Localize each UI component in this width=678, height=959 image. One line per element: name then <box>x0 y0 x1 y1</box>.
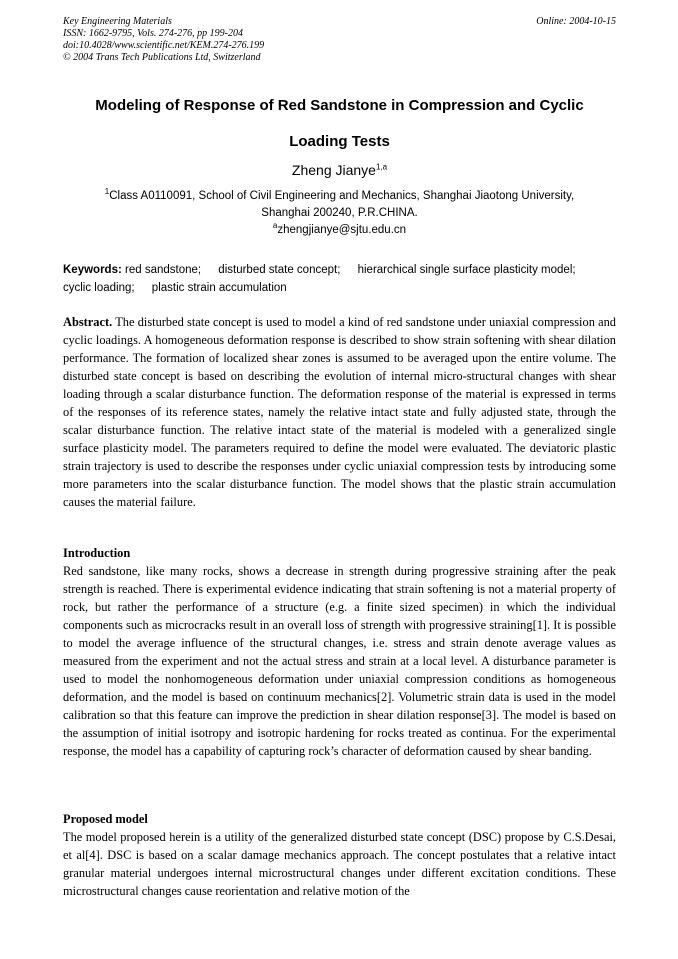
introduction-text: Red sandstone, like many rocks, shows a decrease in strength during progressive straining after the peak strength is reached. There is experimental evidence indicating that strain softening is not a material property of rock, but rather the performance of a structure (e.g. a finite sized specimen) in which the individual components such as microcracks result in an overall loss of strength with progressive straining[1]. It is possible to model the average influence of the structural changes, i.e. stress and strain denote average values as measured from the experiment and not the actual stress and strain at a local level. A disturbance parameter is used to model the nonhomogeneous deformation under uniaxial compression conditions as homogeneous deformation, and the model is based on continuum mechanics[2]. Volumetric strain data is used in the model calibration so that this feature can improve the prediction in shear dilation response[3]. The model is based on the assumption of initial isotropy and isotropic hardening for rocks treated as continua. For the experimental response, the model has a capability of capturing rock’s character of deformation caused by shear banding. <box>63 564 616 758</box>
proposed-model-heading: Proposed model <box>63 812 148 826</box>
paper-title <box>63 88 616 160</box>
keyword-item: cyclic loading; <box>63 282 135 294</box>
keywords <box>63 261 616 297</box>
author <box>63 161 616 179</box>
keyword-item: disturbed state concept; <box>218 264 341 276</box>
proposed-model-text: The model proposed herein is a utility of the generalized disturbed state concept (DSC) propose by C.S.Desai, et al[4]. DSC is based on a scalar damage mechanics approach. The concept postulates that a relative intact granular material undergoes internal microstructural changes under different excitation conditions. These microstructural changes cause reorientation and relative motion of the <box>63 830 616 898</box>
keyword-item: red sandstone; <box>125 264 202 276</box>
journal-copyright: © 2004 Trans Tech Publications Ltd, Switzerland <box>63 52 261 63</box>
email-line <box>63 222 616 239</box>
introduction-section <box>63 544 616 760</box>
keyword-item: hierarchical single surface plasticity model; <box>357 264 576 276</box>
affiliation <box>63 188 616 239</box>
abstract-text: The disturbed state concept is used to model a kind of red sandstone under uniaxial compression and cyclic loadings. A homogeneous deformation response is described to show strain softening with shear dilation performance. The formation of localized shear zones is assumed to be averaged upon the entire volume. The disturbed state concept is based on describing the evolution of internal micro-structural changes with shear loading through a scalar disturbance function. The deformation response of the material is expressed in terms of the responses of its reference states, namely the relative intact state and fully adjusted state, through the scalar disturbance function. The relative intact state of the material is modeled with a generalized single surface plasticity model. The parameters required to define the model were evaluated. The deviatoric plastic strain trajectory is used to describe the responses under cyclic uniaxial compression tests by introducing some more parameters into the scalar disturbance function. The model shows that the plastic strain accumulation causes the material failure. <box>63 315 616 509</box>
proposed-model-section <box>63 810 616 900</box>
affiliation-sup: 1 <box>104 187 110 197</box>
title-line-2: Loading Tests <box>289 133 390 150</box>
introduction-heading: Introduction <box>63 546 131 560</box>
journal-name: Key Engineering Materials <box>63 16 172 27</box>
affiliation-line-2: Shanghai 200240, P.R.CHINA. <box>261 207 418 219</box>
email: zhengjianye@sjtu.edu.cn <box>277 224 407 236</box>
keyword-item: plastic strain accumulation <box>151 282 287 294</box>
author-sup: 1,a <box>375 162 388 172</box>
title-line-1: Modeling of Response of Red Sandstone in Compression and Cyclic <box>95 97 584 114</box>
email-sup: a <box>272 221 278 231</box>
online-date: Online: 2004-10-15 <box>536 16 616 27</box>
abstract <box>63 313 616 511</box>
author-name: Zheng Jianye <box>291 162 376 178</box>
journal-doi: doi:10.4028/www.scientific.net/KEM.274-276.199 <box>63 40 265 51</box>
affiliation-line-1: $^1$Class A0110091, School of Civil Engineering and Mechanics, Shanghai Jiaotong University, <box>104 187 575 202</box>
journal-header <box>63 16 616 64</box>
keywords-label: Keywords: <box>63 264 122 276</box>
journal-issn: ISSN: 1662-9795, Vols. 274-276, pp 199-204 <box>63 28 243 39</box>
abstract-label: Abstract. <box>63 315 113 329</box>
